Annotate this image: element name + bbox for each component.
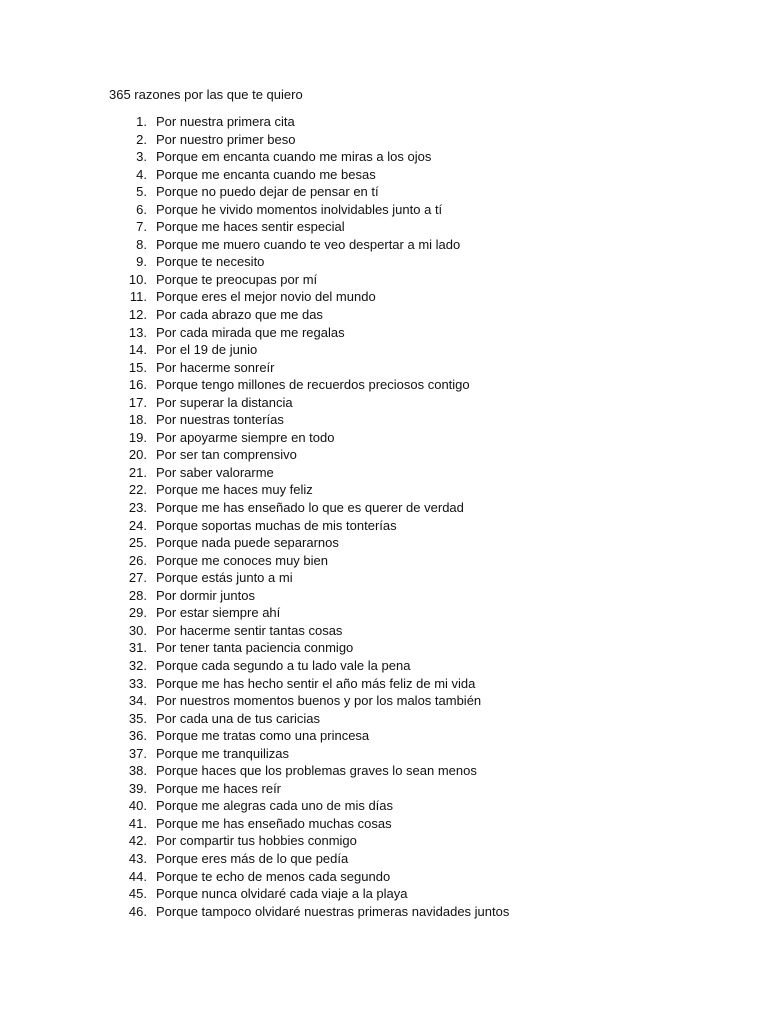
- list-item-text: Porque cada segundo a tu lado vale la pena: [156, 657, 411, 673]
- list-item-text: Porque te echo de menos cada segundo: [156, 868, 391, 884]
- list-item-number: 21.: [128, 464, 147, 480]
- list-item-text: Porque tengo millones de recuerdos preciosos contigo: [156, 377, 470, 393]
- list-item: [0, 903, 768, 921]
- list-item: [0, 148, 768, 166]
- list-item-text: Por cada mirada que me regalas: [156, 324, 345, 340]
- list-item-number: 39.: [128, 780, 147, 796]
- list-item: [0, 675, 768, 693]
- list-item: [0, 376, 768, 394]
- list-item: [0, 218, 768, 236]
- list-item: [0, 499, 768, 517]
- list-item: [0, 710, 768, 728]
- list-item-text: Por hacerme sentir tantas cosas: [156, 622, 343, 638]
- list-item-number: 19.: [128, 429, 147, 445]
- list-item-number: 4.: [136, 166, 147, 182]
- list-item: [0, 727, 768, 745]
- list-item-text: Por nuestros momentos buenos y por los malos también: [156, 693, 482, 709]
- list-item-number: 8.: [136, 236, 147, 252]
- list-item-text: Por ser tan comprensivo: [156, 447, 297, 463]
- list-item: [0, 569, 768, 587]
- list-item: [0, 306, 768, 324]
- list-item: [0, 481, 768, 499]
- list-item-number: 22.: [128, 482, 147, 498]
- list-item-number: 5.: [136, 184, 147, 200]
- list-item-text: Porque no puedo dejar de pensar en tí: [156, 184, 379, 200]
- list-item: [0, 587, 768, 605]
- list-item-text: Porque eres el mejor novio del mundo: [156, 289, 376, 305]
- list-item-number: 1.: [136, 114, 147, 129]
- list-item-number: 43.: [128, 850, 147, 866]
- list-item-number: 34.: [128, 693, 147, 709]
- list-item-text: Por apoyarme siempre en todo: [156, 429, 335, 445]
- list-item-number: 7.: [136, 219, 147, 235]
- list-item-text: Porque haces que los problemas graves lo sean menos: [156, 763, 477, 779]
- list-item: [0, 780, 768, 798]
- list-item-text: Porque me conoces muy bien: [156, 552, 328, 568]
- list-item-number: 9.: [136, 254, 147, 270]
- list-item-text: Por saber valorarme: [156, 464, 274, 480]
- list-item-text: Porque me encanta cuando me besas: [156, 166, 376, 182]
- list-item-text: Por dormir juntos: [156, 587, 255, 603]
- list-item: [0, 604, 768, 622]
- list-item-text: Porque em encanta cuando me miras a los ojos: [156, 149, 432, 165]
- list-item-text: Porque me haces reír: [156, 780, 282, 796]
- document-title: 365 razones por las que te quiero: [109, 87, 303, 102]
- list-item-text: Porque nada puede separarnos: [156, 535, 339, 551]
- list-item-text: Por compartir tus hobbies conmigo: [156, 833, 357, 849]
- list-item: [0, 534, 768, 552]
- list-item-number: 26.: [128, 552, 147, 568]
- list-item: [0, 253, 768, 271]
- list-item: [0, 394, 768, 412]
- list-item-number: 14.: [128, 342, 147, 358]
- list-item-number: 37.: [128, 745, 147, 761]
- list-item-number: 28.: [128, 587, 147, 603]
- list-item-text: Porque te necesito: [156, 254, 265, 270]
- list-item: [0, 762, 768, 780]
- list-item-text: Por superar la distancia: [156, 394, 293, 410]
- list-item-number: 25.: [128, 535, 147, 551]
- list-item-number: 31.: [128, 640, 147, 656]
- list-item-number: 23.: [128, 500, 147, 516]
- list-item: [0, 341, 768, 359]
- list-item: [0, 429, 768, 447]
- list-item-text: Porque me has enseñado muchas cosas: [156, 815, 392, 831]
- list-item-number: 45.: [128, 886, 147, 902]
- list-item-text: Por estar siempre ahí: [156, 605, 281, 621]
- list-item: [0, 446, 768, 464]
- list-item-text: Porque me tranquilizas: [156, 745, 289, 761]
- list-item-text: Por cada abrazo que me das: [156, 307, 323, 323]
- list-item-text: Por hacerme sonreír: [156, 359, 275, 375]
- list-item: [0, 166, 768, 184]
- list-item: [0, 183, 768, 201]
- list-item-number: 20.: [128, 447, 147, 463]
- list-item: [0, 797, 768, 815]
- list-item: [0, 324, 768, 342]
- list-item-text: Por el 19 de junio: [156, 342, 258, 358]
- list-item: [0, 113, 768, 131]
- list-item: [0, 411, 768, 429]
- list-item: [0, 639, 768, 657]
- list-item: [0, 868, 768, 886]
- list-item: [0, 236, 768, 254]
- list-item-number: 11.: [129, 289, 147, 305]
- list-item-text: Por cada una de tus caricias: [156, 710, 321, 726]
- list-item-number: 3.: [136, 149, 147, 165]
- list-item-text: Por nuestra primera cita: [156, 114, 295, 129]
- list-item-text: Porque eres más de lo que pedía: [156, 850, 349, 866]
- list-item-text: Porque soportas muchas de mis tonterías: [156, 517, 397, 533]
- list-item-number: 36.: [128, 728, 147, 744]
- list-item: [0, 131, 768, 149]
- list-item-number: 42.: [128, 833, 147, 849]
- list-item: [0, 271, 768, 289]
- list-item-number: 12.: [128, 307, 147, 323]
- list-item-text: Porque te preocupas por mí: [156, 271, 318, 287]
- list-item: [0, 815, 768, 833]
- list-item: [0, 552, 768, 570]
- list-item: [0, 464, 768, 482]
- list-item: [0, 288, 768, 306]
- list-item: [0, 657, 768, 675]
- list-item-text: Porque me haces sentir especial: [156, 219, 345, 235]
- list-item: [0, 832, 768, 850]
- list-item: [0, 850, 768, 868]
- list-item-text: Por tener tanta paciencia conmigo: [156, 640, 354, 656]
- list-item-number: 2.: [136, 131, 147, 147]
- list-item-text: Porque me has hecho sentir el año más feliz de mi vida: [156, 675, 476, 691]
- list-item-number: 29.: [128, 605, 147, 621]
- list-item: [0, 885, 768, 903]
- list-item-number: 17.: [128, 394, 147, 410]
- list-item-number: 32.: [128, 657, 147, 673]
- list-item-number: 6.: [136, 201, 147, 217]
- list-item-text: Porque estás junto a mi: [156, 570, 293, 586]
- list-item-number: 41.: [128, 815, 147, 831]
- list-item-text: Porque nunca olvidaré cada viaje a la playa: [156, 886, 408, 902]
- list-item-number: 46.: [128, 903, 147, 919]
- list-item: [0, 692, 768, 710]
- list-item-number: 33.: [128, 675, 147, 691]
- list-item-number: 38.: [128, 763, 147, 779]
- list-item-text: Porque me tratas como una princesa: [156, 728, 370, 744]
- list-item-number: 13.: [128, 324, 147, 340]
- list-item-number: 15.: [128, 359, 147, 375]
- list-item-text: Por nuestras tonterías: [156, 412, 284, 428]
- list-item-number: 44.: [128, 868, 147, 884]
- list-item: [0, 517, 768, 535]
- list-item: [0, 359, 768, 377]
- list-item-text: Porque me muero cuando te veo despertar a mi lado: [156, 236, 461, 252]
- list-item-number: 35.: [128, 710, 147, 726]
- list-item-text: Por nuestro primer beso: [156, 131, 296, 147]
- list-item-number: 24.: [128, 517, 147, 533]
- list-item: [0, 201, 768, 219]
- list-item: [0, 622, 768, 640]
- list-item-text: Porque he vivido momentos inolvidables junto a tí: [156, 201, 443, 217]
- list-item-text: Porque me has enseñado lo que es querer de verdad: [156, 500, 464, 516]
- list-item-number: 16.: [128, 377, 147, 393]
- list-item-text: Porque me haces muy feliz: [156, 482, 313, 498]
- reasons-list: [0, 113, 768, 920]
- list-item-number: 40.: [128, 798, 147, 814]
- list-item-number: 18.: [128, 412, 147, 428]
- list-item-text: Porque tampoco olvidaré nuestras primeras navidades juntos: [156, 903, 510, 919]
- list-item-number: 30.: [128, 622, 147, 638]
- list-item-number: 10.: [128, 271, 147, 287]
- list-item-number: 27.: [128, 570, 147, 586]
- list-item-text: Porque me alegras cada uno de mis días: [156, 798, 394, 814]
- list-item: [0, 745, 768, 763]
